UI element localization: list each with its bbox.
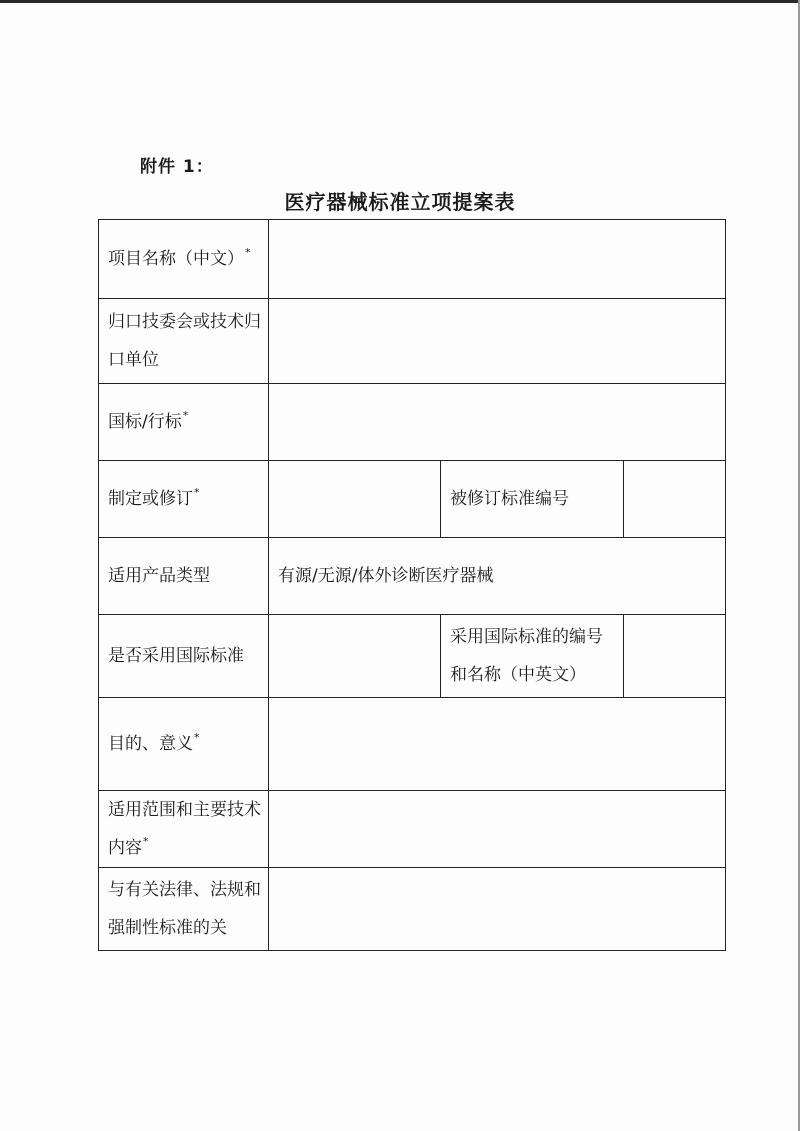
technical-committee-field[interactable]	[269, 299, 726, 384]
project-name-field[interactable]	[269, 220, 726, 299]
formulate-or-revise-field[interactable]	[269, 461, 441, 538]
field-label: 目的、意义*	[99, 698, 269, 791]
adopt-international-standard-field[interactable]	[269, 615, 441, 698]
field-label: 适用范围和主要技术内容*	[99, 791, 269, 868]
form-row-legal-relation	[99, 868, 726, 951]
required-mark: *	[182, 409, 189, 422]
field-label: 是否采用国际标准	[99, 615, 269, 698]
form-row-standard-level	[99, 384, 726, 461]
field-label: 制定或修订*	[99, 461, 269, 538]
page-title: 医疗器械标准立项提案表	[284, 190, 516, 214]
scope-field[interactable]	[269, 791, 726, 868]
purpose-field[interactable]	[269, 698, 726, 791]
required-mark: *	[194, 486, 200, 499]
form-row-formulate-or-revise	[99, 461, 726, 538]
field-label: 归口技委会或技术归口单位	[99, 299, 269, 384]
field-label: 被修订标准编号	[441, 461, 624, 538]
proposal-form-table	[98, 219, 726, 951]
form-row-international-standard	[99, 615, 726, 698]
field-label: 国标/行标*	[99, 384, 269, 461]
form-row-scope	[99, 791, 726, 868]
required-mark: *	[143, 835, 149, 848]
field-label: 项目名称（中文）*	[99, 220, 269, 299]
standard-level-field[interactable]	[269, 384, 726, 461]
field-label: 与有关法律、法规和强制性标准的关	[99, 868, 269, 951]
form-row-product-type	[99, 538, 726, 615]
form-row-technical-committee	[99, 299, 726, 384]
legal-relation-field[interactable]	[269, 868, 726, 951]
field-label: 适用产品类型	[99, 538, 269, 615]
field-label: 采用国际标准的编号和名称（中英文）	[441, 615, 624, 698]
product-type-field[interactable]: 有源/无源/体外诊断医疗器械	[269, 538, 726, 615]
required-mark: *	[245, 246, 251, 259]
form-row-purpose	[99, 698, 726, 791]
attachment-label: 附件 1：	[140, 157, 214, 177]
international-standard-number-field[interactable]	[624, 615, 726, 698]
required-mark: *	[194, 731, 200, 744]
form-row-project-name	[99, 220, 726, 299]
revised-standard-number-field[interactable]	[624, 461, 726, 538]
page-top-edge	[0, 0, 800, 3]
